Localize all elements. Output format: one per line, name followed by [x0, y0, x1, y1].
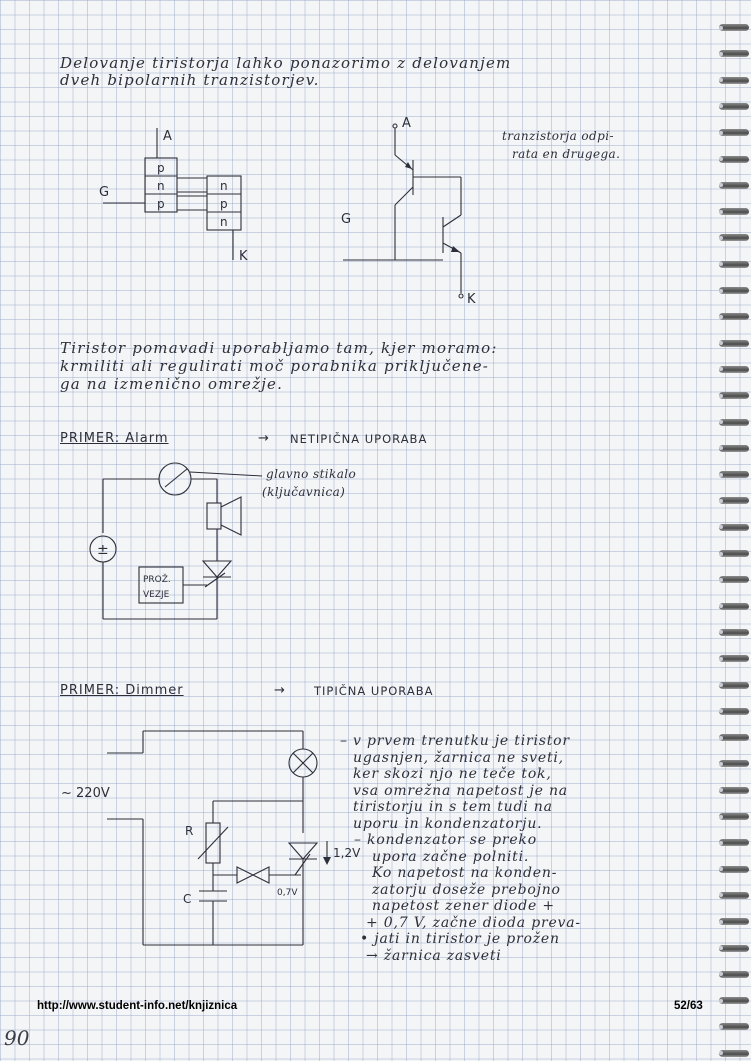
punch-hole — [719, 236, 723, 240]
punch-hole — [719, 210, 723, 214]
explanation-line: Ko napetost na konden- — [372, 865, 558, 881]
transistor-note-line-1: tranzistorja odpi- — [502, 129, 614, 143]
punch-hole — [719, 815, 723, 819]
punch-hole — [719, 657, 723, 661]
battery-symbol: ± — [97, 542, 109, 558]
dimmer-heading: PRIMER: Dimmer — [60, 683, 184, 698]
spiral-coil — [719, 234, 749, 241]
spiral-coil — [719, 471, 749, 478]
usage-line-1: Tiristor pomavadi uporabljamo tam, kjer moramo: — [60, 339, 498, 357]
trigger-box-line-2: VEZJE — [143, 590, 170, 600]
punch-hole — [719, 52, 723, 56]
alarm-arrow: → — [258, 431, 270, 446]
layer-right-3: n — [220, 215, 228, 229]
intro-line-2: dveh bipolarnih tranzistorjev. — [60, 71, 320, 89]
spiral-coil — [719, 787, 749, 794]
spiral-coil — [719, 997, 749, 1004]
spiral-coil — [719, 655, 749, 662]
layer-left-1: p — [157, 161, 165, 175]
spiral-coil — [719, 682, 749, 689]
pnpn-layer-diagram — [95, 120, 275, 270]
punch-hole — [719, 578, 723, 582]
explanation-line: ugasnjen, žarnica ne sveti, — [353, 749, 564, 766]
spiral-coil — [719, 576, 749, 583]
spiral-coil — [719, 524, 749, 531]
spiral-coil — [719, 103, 749, 110]
punch-hole — [719, 26, 723, 30]
explanation-line: napetost zener diode + — [372, 898, 555, 914]
spiral-coil — [719, 866, 749, 873]
spiral-coil — [719, 918, 749, 925]
diac-voltage-label: 0,7V — [277, 888, 298, 898]
pnpn-gate-label: G — [99, 185, 110, 200]
tr-cathode-label: K — [467, 292, 476, 307]
punch-hole — [719, 420, 723, 424]
spiral-coil — [719, 313, 749, 320]
spiral-coil — [719, 445, 749, 452]
spiral-coil — [719, 813, 749, 820]
spiral-coil — [719, 208, 749, 215]
spiral-coil — [719, 603, 749, 610]
spiral-coil — [719, 1050, 749, 1057]
capacitor-label: C — [183, 892, 192, 906]
pnpn-cathode-label: K — [239, 249, 248, 264]
explanation-line: ker skozi njo ne teče tok, — [353, 766, 552, 782]
transistor-note-line-2: rata en drugega. — [512, 147, 621, 161]
dimmer-explanation — [340, 733, 581, 964]
dimmer-heading-right: TIPIČNA UPORABA — [314, 684, 434, 698]
explanation-line: – v prvem trenutku je tiristor — [340, 733, 570, 749]
zener-voltage-label: 1,2V — [333, 846, 361, 860]
switch-label-line-1: glavno stikalo — [266, 467, 357, 481]
punch-hole — [719, 131, 723, 135]
punch-hole — [719, 920, 723, 924]
layer-left-3: p — [157, 197, 165, 211]
spiral-coil — [719, 839, 749, 846]
usage-line-2: krmiliti ali regulirati moč porabnika priključene- — [60, 357, 490, 375]
punch-hole — [719, 841, 723, 845]
tr-gate-label: G — [341, 212, 352, 227]
layer-right-2: p — [220, 197, 228, 211]
footer-url: http://www.student-info.net/knjiznica — [37, 1000, 238, 1012]
spiral-coil — [719, 392, 749, 399]
spiral-coil — [719, 340, 749, 347]
spiral-coil — [719, 261, 749, 268]
spiral-coil — [719, 892, 749, 899]
spiral-coil — [719, 156, 749, 163]
spiral-coil — [719, 945, 749, 952]
spiral-coil — [719, 734, 749, 741]
explanation-line: + 0,7 V, začne dioda preva- — [366, 914, 581, 931]
punch-hole — [719, 473, 723, 477]
punch-hole — [719, 315, 723, 319]
punch-hole — [719, 394, 723, 398]
explanation-line: • jati in tiristor je prožen — [360, 931, 560, 947]
spiral-coil — [719, 760, 749, 767]
trigger-box-line-1: PROŽ. — [143, 575, 171, 585]
footer-page-counter: 52/63 — [674, 1000, 703, 1012]
explanation-line: uporu in kondenzatorju. — [353, 815, 543, 832]
voltage-label: ~ 220V — [61, 786, 110, 801]
explanation-line: tiristorju in s tem tudi na — [353, 799, 553, 815]
tr-anode-label: A — [402, 116, 411, 131]
punch-hole — [719, 289, 723, 293]
spiral-coil — [719, 129, 749, 136]
dimmer-arrow: → — [274, 683, 286, 698]
switch-leader-line — [190, 470, 270, 480]
layer-left-2: n — [157, 179, 165, 193]
punch-hole — [719, 946, 723, 950]
punch-hole — [719, 736, 723, 740]
alarm-heading-right: NETIPIČNA UPORABA — [290, 432, 428, 446]
explanation-line: zatorju doseže prebojno — [372, 881, 561, 898]
punch-hole — [719, 552, 723, 556]
alarm-circuit — [95, 455, 295, 625]
spiral-coil — [719, 24, 749, 31]
resistor-label: R — [185, 824, 194, 838]
usage-line-3: ga na izmenično omrežje. — [60, 375, 284, 393]
explanation-line: upora začne polniti. — [372, 848, 530, 865]
handwritten-page-number: 90 — [4, 1026, 30, 1050]
explanation-line: – kondenzator se preko — [354, 832, 537, 848]
pnpn-anode-label: A — [163, 129, 172, 144]
spiral-binding — [717, 0, 751, 1061]
spiral-coil — [719, 77, 749, 84]
punch-hole — [719, 157, 723, 161]
two-transistor-diagram — [335, 115, 495, 310]
spiral-coil — [719, 50, 749, 57]
spiral-coil — [719, 1023, 749, 1030]
punch-hole — [719, 683, 723, 687]
layer-right-1: n — [220, 179, 228, 193]
explanation-line: → žarnica zasveti — [366, 947, 502, 964]
switch-label-line-2: (ključavnica) — [262, 485, 346, 499]
intro-line-1: Delovanje tiristorja lahko ponazorimo z delovanjem — [60, 54, 512, 72]
spiral-coil — [719, 971, 749, 978]
alarm-heading: PRIMER: Alarm — [60, 431, 169, 446]
spiral-coil — [719, 629, 749, 636]
spiral-coil — [719, 550, 749, 557]
spiral-coil — [719, 497, 749, 504]
spiral-coil — [719, 182, 749, 189]
dimmer-circuit — [55, 725, 365, 950]
punch-hole — [719, 1025, 723, 1029]
punch-hole — [719, 762, 723, 766]
spiral-coil — [719, 708, 749, 715]
spiral-coil — [719, 419, 749, 426]
punch-hole — [719, 999, 723, 1003]
spiral-coil — [719, 287, 749, 294]
spiral-coil — [719, 366, 749, 373]
explanation-line: vsa omrežna napetost je na — [353, 782, 568, 799]
punch-hole — [719, 499, 723, 503]
